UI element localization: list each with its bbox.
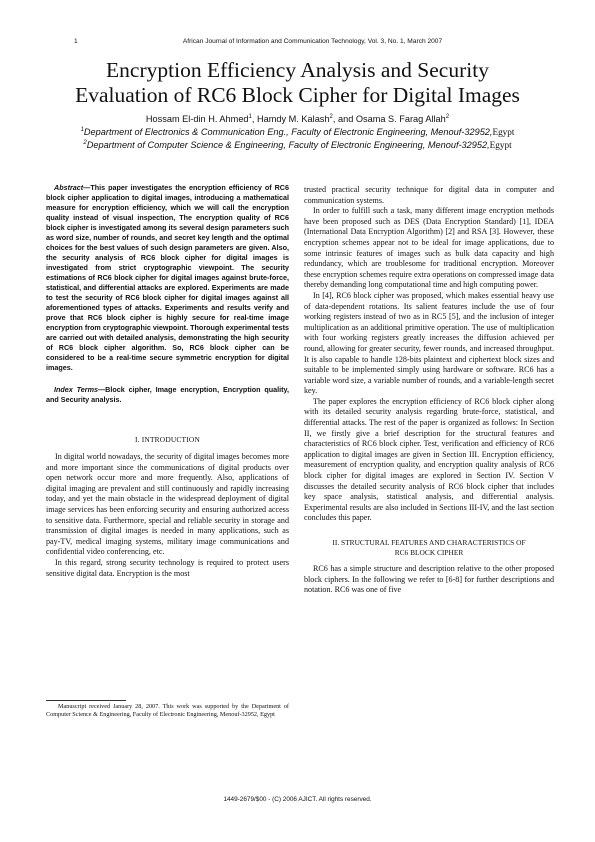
running-header	[0, 38, 595, 50]
journal-name: African Journal of Information and Communication Technology, Vol. 3, No. 1, March 2007	[182, 38, 443, 45]
affiliation-2-text: Department of Computer Science & Engineering, Faculty of Electronic Engineering, Menouf-32952,	[86, 140, 490, 150]
affiliation-1-country: Egypt	[492, 127, 515, 137]
author-3-affiliation: 2	[445, 113, 450, 120]
index-terms-label: Index Terms	[54, 385, 98, 394]
title-line-1: Encryption Efficiency Analysis and Security	[106, 58, 489, 82]
section-2-heading	[304, 538, 554, 558]
author-3: Osama S. Farag Allah	[355, 114, 446, 124]
right-paragraph-4: The paper explores the encryption efficiency of RC6 block cipher along with its detailed security analysis regarding brute-force, statistical, and differential attacks. The rest of the paper is organized as follows: In Section II, we firstly give a brief description for the structural features and characteristics of RC6 block cipher. Test, verification and efficiency of RC6 application to digital images are given in Section III. Encryption efficiency, measurement of encryption quality, and encryption quality analysis of RC6 block cipher for digital images are explored in Section IV. Section V discusses the detailed security analysis of RC6 block cipher that includes key space analysis, statistical analysis, and differential analysis. Experimental results are also included in Sections III-IV, and the last section concludes this paper.	[304, 396, 554, 523]
affiliation-2-country: Egypt	[489, 140, 512, 150]
footnote-rule	[46, 700, 126, 701]
index-terms-text: —Block cipher, Image encryption, Encryption quality, and Security analysis.	[46, 385, 289, 404]
page-number: 1	[74, 38, 78, 45]
intro-paragraph-1: In digital world nowadays, the security of digital images becomes more and more important since the communications of digital products over open network occur more and more frequently. Also, applications of digital imaging are prevalent and still continuously and rapidly increasing today, and yet the main obstacle in the widespread deployment of digital image services has been enforcing security and ensuring authorized access to sensitive data. Furthermore, special and reliable security in storage and transmission of digital images is needed in many applications, such as pay-TV, medical imaging systems, military image communications and confidential video conferencing, etc.	[46, 452, 289, 557]
abstract	[46, 183, 289, 373]
section-2-heading-line-1: II. STRUCTURAL FEATURES AND CHARACTERISTICS OF	[332, 538, 526, 547]
abstract-label: Abstract	[54, 183, 84, 192]
right-paragraph-1: trusted practical security technique for digital data in computer and communication systems.	[304, 185, 554, 205]
footnote: Manuscript received January 28, 2007. This work was supported by the Department of Computer Science & Engineering, Faculty of Electronic Engineering, Menouf-32952, Egypt	[46, 703, 289, 719]
author-conjunction: and	[337, 114, 354, 124]
affiliation-1	[0, 127, 595, 137]
intro-paragraph-2: In this regard, strong security technology is required to protect users sensitive digital data. Encryption is the most	[46, 557, 289, 578]
right-column	[304, 185, 554, 596]
author-2: Hamdy M. Kalash	[257, 114, 330, 124]
affiliation-1-marker: 1	[80, 126, 84, 133]
title-line-2: Evaluation of RC6 Block Cipher for Digital Images	[75, 83, 520, 107]
right-paragraph-2: In order to fulfill such a task, many different image encryption methods have been proposed such as DES (Data Encryption Standard) [1], IDEA (International Data Encryption Algorithm) [2] and RSA [3]. However, these encryption schemes appear not to be ideal for image applications, due to some intrinsic features of images such as bulk data capacity and high redundancy, which are troublesome for traditional encryption. Moreover these encryption schemes require extra operations on compressed image data thereby demanding long computational time and high computing power.	[304, 206, 554, 290]
paper-title	[0, 58, 595, 108]
affiliation-1-text: Department of Electronics & Communication Eng., Faculty of Electronic Engineering, Menouf-32952,	[83, 127, 493, 137]
section-1-heading: I. INTRODUCTION	[135, 435, 200, 444]
author-1: Hossam El-din H. Ahmed	[145, 114, 249, 124]
copyright-footer: 1449-2679/$00 - (C) 2006 AJICT. All rights reserved.	[223, 796, 372, 803]
section-2-heading-line-2: RC6 BLOCK CIPHER	[394, 548, 464, 557]
index-terms	[46, 385, 289, 405]
section-2-paragraph: RC6 has a simple structure and description relative to the other proposed block ciphers. In the following we refer to [6-8] for further descriptions and notation. RC6 was one of five	[304, 564, 554, 595]
affiliation-2-marker: 2	[83, 139, 87, 146]
right-paragraph-3: In [4], RC6 block cipher was proposed, which makes essential heavy use of data-dependent rotations. Its salient features include the use of four working registers instead of two as in RC5 [5], and the inclusion of integer multiplication as an additional primitive operation. The use of multiplication with four working registers greatly increases the diffusion achieved per round, allowing for greater security, fewer rounds, and increased throughput. It is also capable to handle 128-bits plaintext and ciphertext block sizes and suitable to be implemented simply using hardware or software. RC6 has a variable word size, a variable number of rounds, and a variable-length secret key.	[304, 290, 554, 396]
abstract-text: —This paper investigates the encryption efficiency of RC6 block cipher application to digital images, introducing a mathematical measure for encryption efficiency, which we will call the encryption quality instead of visual inspection, The encryption quality of RC6 block cipher is investigated among its several design parameters such as word size, number of rounds, and secret key length and the optimal choices for the best values of such design parameters are given. Also, the security analysis of RC6 block cipher for digital images is investigated from strict cryptographic viewpoint. The security estimations of RC6 block cipher for digital images against brute-force, statistical, and differential attacks are explored. Experiments are made to test the security of RC6 block cipher for digital images against all aforementioned types of attacks. Experiments and results verify and prove that RC6 block cipher is highly secure for real-time image encryption from cryptographic viewpoint. Thorough experimental tests are carried out with detailed analysis, demonstrating the high security of RC6 block cipher algorithm. So, RC6 block cipher can be considered to be a real-time secure symmetric encryption for digital images.	[46, 183, 289, 372]
left-column	[46, 183, 289, 579]
author-2-affiliation: 2	[329, 113, 333, 120]
affiliation-2	[0, 140, 595, 150]
author-list: Hossam El-din H. Ahmed$^1$, Hamdy M. Kalash$^2$, and Osama S. Farag Allah$^2$	[145, 113, 450, 124]
author-1-affiliation: 1	[248, 113, 252, 120]
